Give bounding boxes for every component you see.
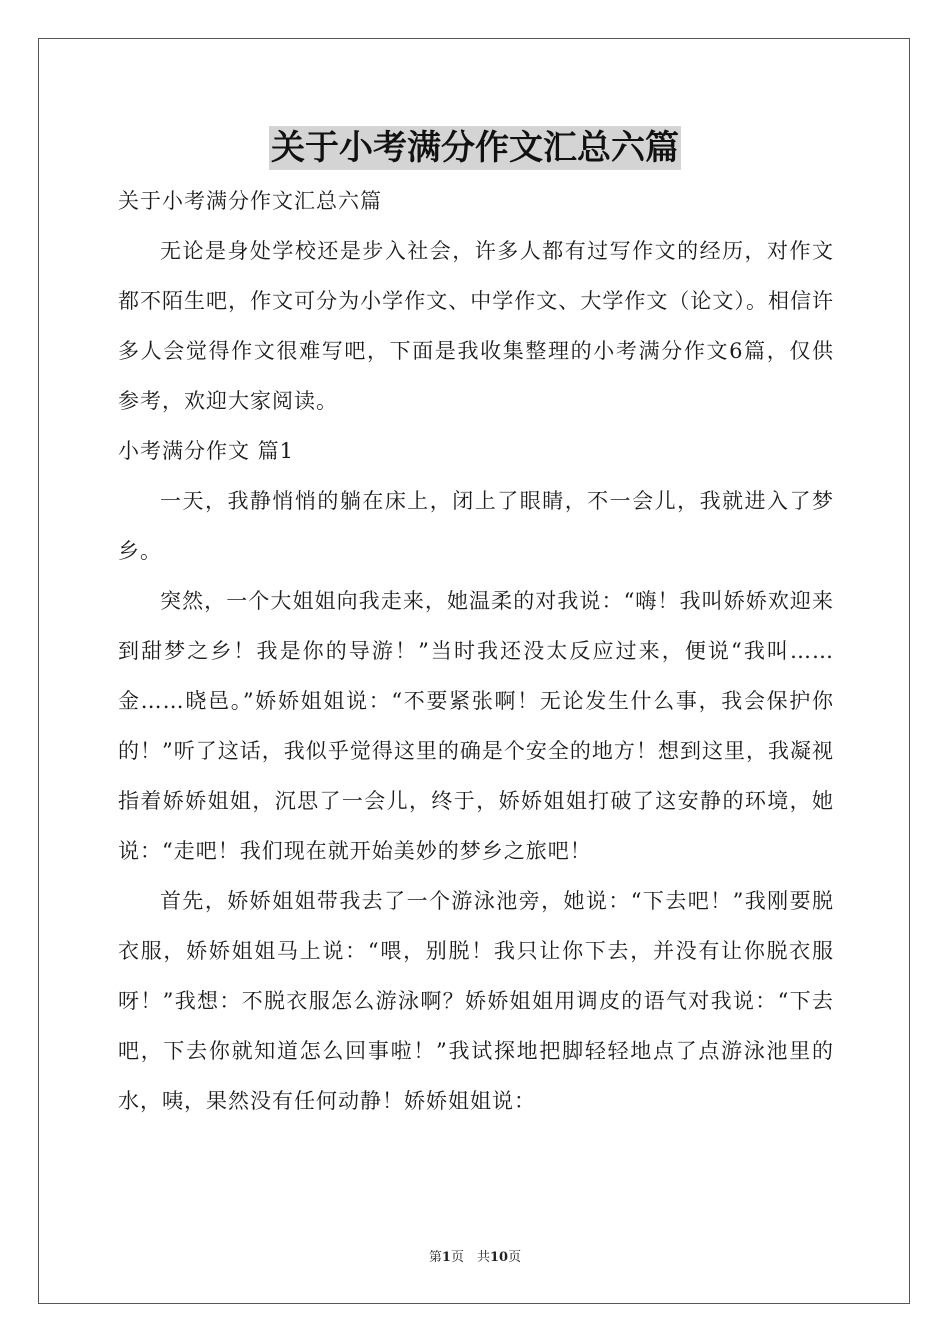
intro-paragraph: 无论是身处学校还是步入社会，许多人都有过写作文的经历，对作文都不陌生吧，作文可分为小学作文、中学作文、大学作文（论文）。相信许多人会觉得作文很难写吧，下面是我收集整理的小考满分作文6篇，仅供参考，欢迎大家阅读。 [118, 239, 834, 413]
footer-mid: 页 共 [450, 1250, 490, 1265]
body-paragraph-3: 首先，娇娇姐姐带我去了一个游泳池旁，她说：“下去吧！”我刚要脱衣服，娇娇姐姐马上说：“喂，别脱！我只让你下去，并没有让你脱衣服呀！”我想：不脱衣服怎么游泳啊？娇娇姐姐用调皮的语气对我说：“下去吧，下去你就知道怎么回事啦！”我试探地把脚轻轻地点了点游泳池里的水，咦，果然没有任何动静！娇娇姐姐说： [118, 889, 834, 1113]
document-body [118, 176, 834, 1126]
subtitle-line: 关于小考满分作文汇总六篇 [118, 189, 382, 213]
footer-prefix: 第 [428, 1250, 442, 1265]
document-title [0, 126, 950, 170]
footer-suffix: 页 [508, 1250, 522, 1265]
document-title-text: 关于小考满分作文汇总六篇 [271, 128, 679, 168]
body-paragraph-1: 一天，我静悄悄的躺在床上，闭上了眼睛，不一会儿，我就进入了梦乡。 [118, 489, 834, 563]
footer-total-pages: 10 [489, 1250, 509, 1265]
body-paragraph-2: 突然，一个大姐姐向我走来，她温柔的对我说：“嗨！我叫娇娇欢迎来到甜梦之乡！我是你的导游！”当时我还没太反应过来，便说“我叫……金……晓邑。”娇娇姐姐说：“不要紧张啊！无论发生什么事，我会保护你的！”听了这话，我似乎觉得这里的确是个安全的地方！想到这里，我凝视指着娇娇姐姐，沉思了一会儿，终于，娇娇姐姐打破了这安静的环境，她说：“走吧！我们现在就开始美妙的梦乡之旅吧！ [118, 589, 834, 863]
section-heading: 小考满分作文 篇1 [118, 439, 295, 463]
page-footer [0, 1246, 950, 1265]
footer-current-page: 1 [441, 1250, 451, 1265]
